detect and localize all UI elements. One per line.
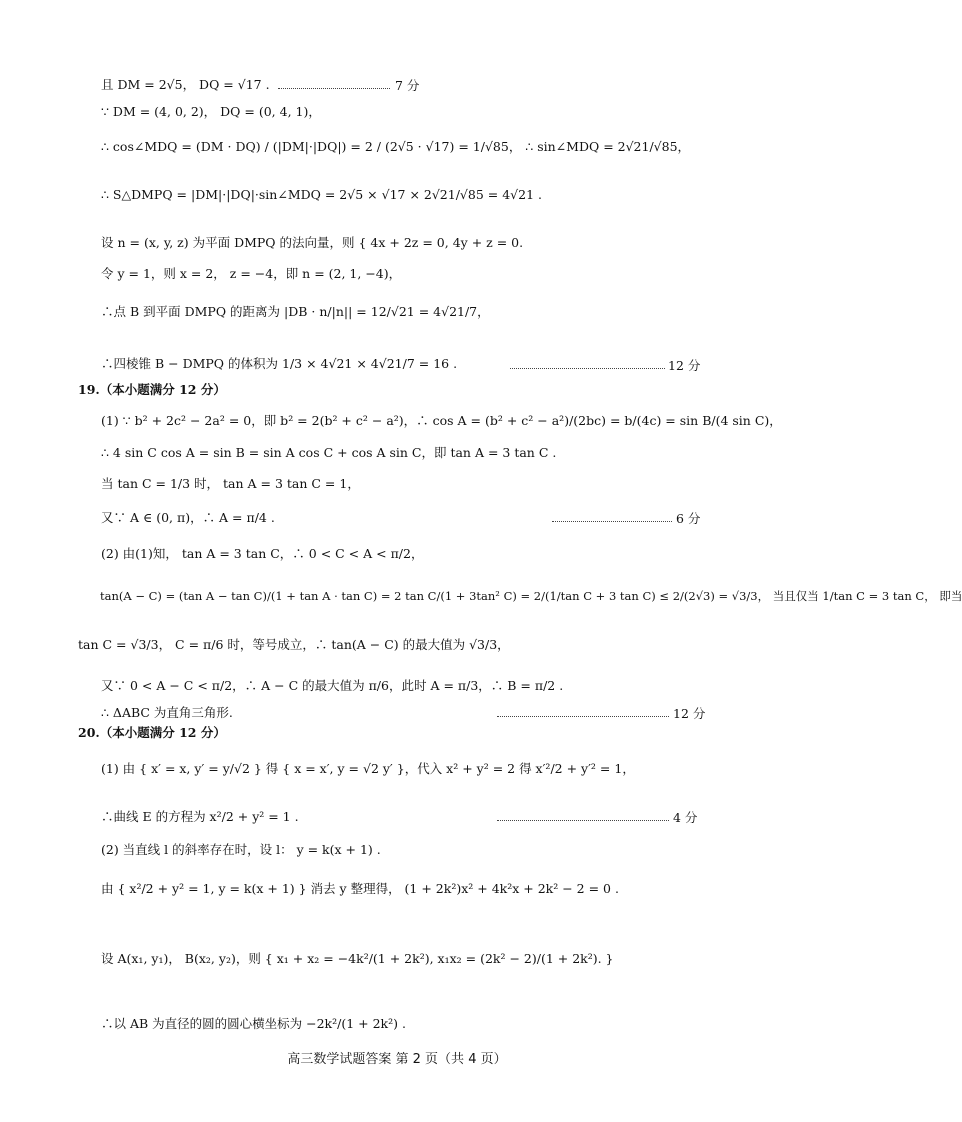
line-dm-dq-lengths: 且 DM = 2√5， DQ = √17 . [101,77,270,92]
score-12b: 12 分 [673,706,706,721]
line-19-3: 当 tan C = 1/3 时， tan A = 3 tan C = 1， [101,476,360,491]
line-19-2: ∴ 4 sin C cos A = sin B = sin A cos C + cos A sin C，即 tan A = 3 tan C . [101,445,557,460]
line-cos-mdq: ∴ cos∠MDQ = (DM · DQ) / (|DM|·|DQ|) = 2 / (2√5 · √17) = 1/√85， ∴ sin∠MDQ = 2√21/√85， [101,139,691,154]
line-20-2: ∴曲线 E 的方程为 x²/2 + y² = 1 . [101,809,299,824]
page-footer: 高三数学试题答案 第 2 页（共 4 页） [287,1052,507,1067]
line-20-3: (2) 当直线 l 的斜率存在时，设 l： y = k(x + 1) . [101,842,381,857]
score-leader-7 [278,88,390,89]
line-normal-solution: 令 y = 1，则 x = 2， z = −4，即 n = (2, 1, −4)， [101,266,402,281]
score-4: 4 分 [673,810,698,825]
line-19-1: (1) ∵ b² + 2c² − 2a² = 0，即 b² = 2(b² + c² − a²)，∴ cos A = (b² + c² − a²)/(2bc) = b/(4c) = sin B/(4 sin C)， [101,413,782,428]
line-19-4: 又∵ A ∈ (0, π)，∴ A = π/4 . [101,510,275,525]
line-area: ∴ S△DMPQ = |DM|·|DQ|·sin∠MDQ = 2√5 × √17 × 2√21/√85 = 4√21 . [101,187,542,202]
heading-q19: 19.（本小题满分 12 分） [78,382,226,397]
line-19-6: tan(A − C) = (tan A − tan C)/(1 + tan A · tan C) = 2 tan C/(1 + 3tan² C) = 2/(1/tan C + 3 tan C) ≤ 2/(2√3) = √3/3， 当且仅当 1/tan C = 3 tan C， 即当 [100,589,962,603]
line-volume: ∴四棱锥 B − DMPQ 的体积为 1/3 × 4√21 × 4√21/7 = 16 . [101,356,458,371]
line-normal-vector: 设 n = (x, y, z) 为平面 DMPQ 的法向量，则 { 4x + 2z = 0, 4y + z = 0. [101,235,524,250]
line-20-6: ∴以 AB 为直径的圆的圆心横坐标为 −2k²/(1 + 2k²) . [101,1016,406,1031]
line-distance: ∴点 B 到平面 DMPQ 的距离为 |DB · n/|n|| = 12/√21 = 4√21/7， [101,304,490,319]
score-6: 6 分 [676,511,701,526]
line-20-1: (1) 由 { x′ = x, y′ = y/√2 } 得 { x = x′, y = √2 y′ }，代入 x² + y² = 2 得 x′²/2 + y′² = 1， [101,761,635,776]
line-19-7: tan C = √3/3， C = π/6 时，等号成立，∴ tan(A − C) 的最大值为 √3/3， [78,637,510,652]
heading-q20: 20.（本小题满分 12 分） [78,725,226,740]
line-20-4: 由 { x²/2 + y² = 1, y = k(x + 1) } 消去 y 整理得， (1 + 2k²)x² + 4k²x + 2k² − 2 = 0 . [101,881,619,896]
line-19-9: ∴ ΔABC 为直角三角形. [101,705,233,720]
score-12a: 12 分 [668,358,701,373]
score-leader-4 [497,820,669,821]
line-vectors: ∵ DM = (4, 0, 2)， DQ = (0, 4, 1)， [101,104,321,119]
score-leader-12b [497,716,669,717]
score-leader-12a [510,368,665,369]
line-20-5: 设 A(x₁, y₁)， B(x₂, y₂)，则 { x₁ + x₂ = −4k²/(1 + 2k²), x₁x₂ = (2k² − 2)/(1 + 2k²). } [101,951,614,966]
line-19-8: 又∵ 0 < A − C < π/2，∴ A − C 的最大值为 π/6，此时 A = π/3，∴ B = π/2 . [101,678,564,693]
line-19-5: (2) 由(1)知， tan A = 3 tan C，∴ 0 < C < A < π/2， [101,546,424,561]
score-7: 7 分 [395,78,420,93]
score-leader-6 [552,521,672,522]
